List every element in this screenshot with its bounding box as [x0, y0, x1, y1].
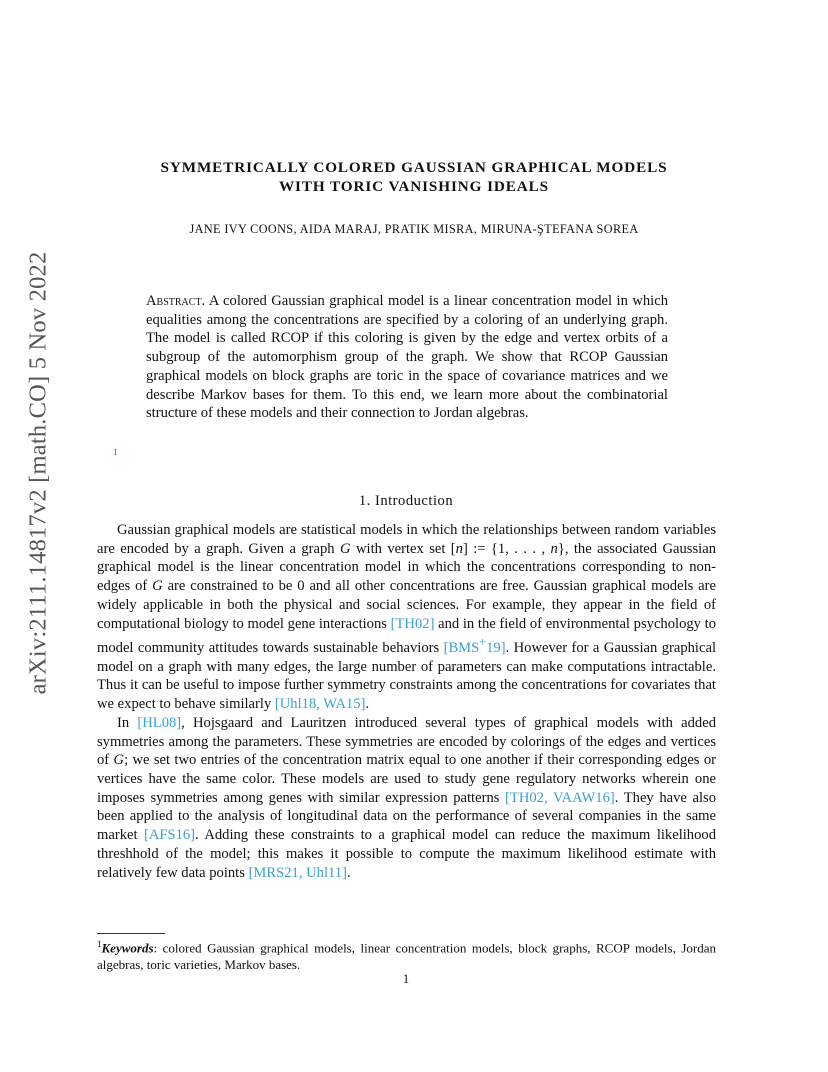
citation-link[interactable]: [HL08]: [137, 714, 182, 731]
footnote-divider: [97, 933, 165, 934]
paper-title: [0, 158, 828, 196]
arxiv-identifier-text: arXiv:2111.14817v2 [math.CO] 5 Nov 2022: [24, 251, 52, 695]
paragraph-1: Gaussian graphical models are statistical models in which the relationships between random variables are encoded by a graph. Given a graph G with vertex set [n] := {1, . . . , n}, the associated Gaussian graphical model is the linear concentration model in which the concentrations corresponding to non-edges of G are constrained to be 0 and all other concentrations are free. Gaussian graphical models are widely applicable in both the physical and social sciences. For example, they appear in the field of computational biology to model gene interactions [TH02] and in the field of environmental psychology to model community attitudes towards sustainable behaviors [BMS+19]. However for a Gaussian graphical model on a graph with many edges, the large number of parameters can make computations intractable. Thus it can be useful to impose further symmetry constraints among the concentrations for covariates that we expect to behave similarly [Uhl18, WA15].: [97, 522, 717, 713]
abstract: [146, 292, 668, 423]
paragraph-2: In [HL08], Hojsgaard and Lauritzen introduced several types of graphical models with added symmetries among the parameters. These symmetries are encoded by colorings of the edges and vertices of G; we set two entries of the concentration matrix equal to one another if their corresponding edges or vertices have the same color. These models are used to study gene regulatory networks wherein one imposes symmetries among genes with similar expression patterns [TH02, VAAW16]. They have also been applied to the analysis of longitudinal data on the performance of several companies in the same market [AFS16]. Adding these constraints to a graphical model can reduce the maximum likelihood threshhold of the model; this makes it possible to compute the maximum likelihood estimate with relatively few data points [MRS21, Uhl11].: [97, 714, 717, 881]
citation-link[interactable]: [TH02, VAAW16]: [505, 789, 615, 806]
abstract-label: Abstract.: [146, 293, 206, 309]
citation-link[interactable]: [MRS21, Uhl11]: [248, 864, 347, 881]
citation-link[interactable]: [Uhl18, WA15]: [274, 696, 366, 713]
title-line-1: SYMMETRICALLY COLORED GAUSSIAN GRAPHICAL MODELS: [160, 159, 668, 176]
citation-link[interactable]: [TH02]: [390, 615, 435, 632]
abstract-text: A colored Gaussian graphical model is a linear concentration model in which equalities among the concentrations are specified by a coloring of an underlying graph. The model is called RCOP if this coloring is given by the edge and vertex orbits of a subgroup of the automorphism group of the graph. We show that RCOP Gaussian graphical models on block graphs are toric in the space of covariance matrices and we describe Markov bases for them. To this end, we learn more about the combinatorial structure of these models and their connection to Jordan algebras.: [146, 293, 668, 422]
footnote-marker[interactable]: 1: [113, 448, 118, 458]
citation-link[interactable]: [AFS16]: [143, 827, 196, 844]
main-body: [97, 521, 716, 882]
title-line-2: WITH TORIC VANISHING IDEALS: [278, 178, 550, 195]
author-list: JANE IVY COONS, AIDA MARAJ, PRATIK MISRA, MIRUNA-ŞTEFANA SOREA: [189, 222, 639, 236]
keywords-footnote: $^1$Keywords: colored Gaussian graphical models, linear concentration models, block graphs, RCOP models, Jordan algebras, toric varieties, Markov bases.: [97, 939, 716, 973]
arxiv-identifier-stamp: [20, 251, 56, 695]
section-heading-introduction: 1. Introduction: [358, 493, 454, 509]
citation-link[interactable]: [BMS+19]: [443, 635, 506, 657]
page-number: 1: [402, 972, 410, 986]
